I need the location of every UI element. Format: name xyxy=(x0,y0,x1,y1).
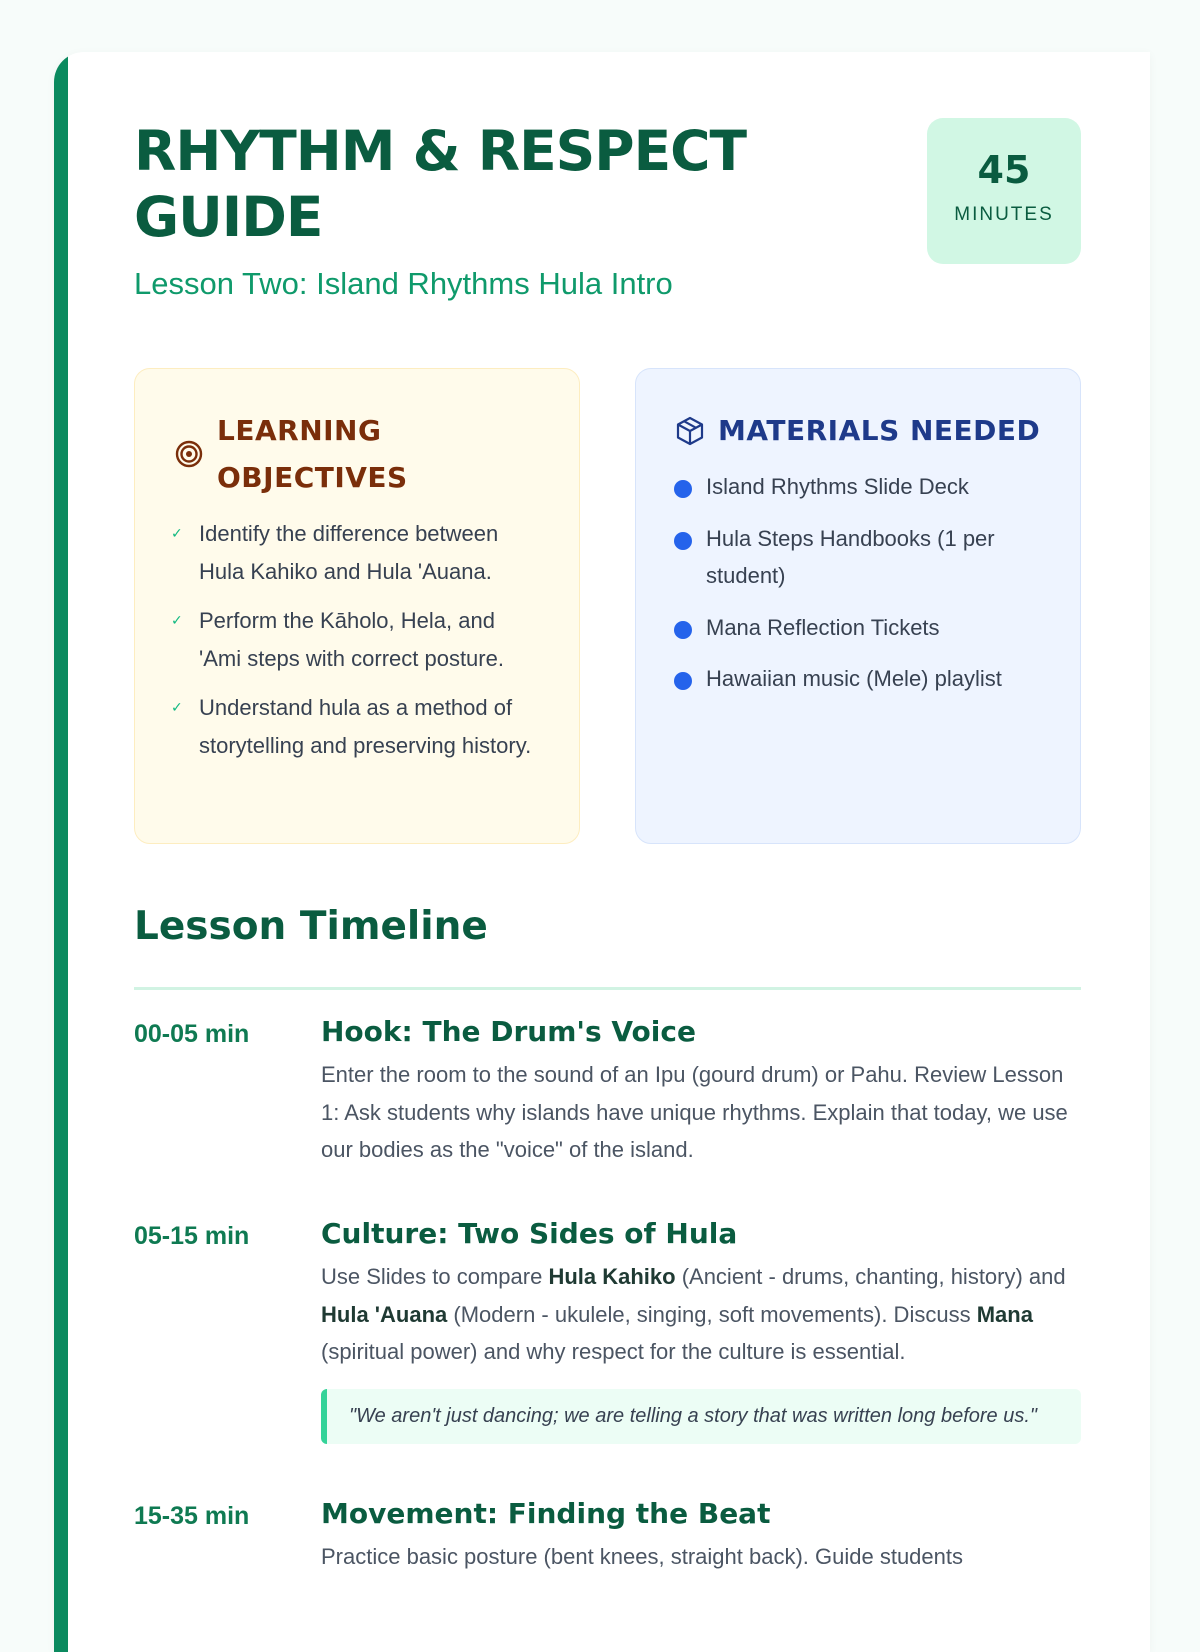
quote-callout: "We aren't just dancing; we are telling a story that was written long before us." xyxy=(321,1389,1081,1444)
timeline-heading: Hook: The Drum's Voice xyxy=(321,1015,696,1048)
objective-item: ✓ Perform the Kāholo, Hela, and 'Ami steps with correct posture. xyxy=(171,602,543,677)
materials-list xyxy=(672,468,1044,698)
material-item: Island Rhythms Slide Deck xyxy=(672,468,1044,506)
bullet-icon xyxy=(674,532,692,550)
term-hula-auana: Hula 'Auana xyxy=(321,1301,448,1327)
bullet-icon xyxy=(674,672,692,690)
lesson-plan-card xyxy=(54,52,1150,1652)
timeline-description: Enter the room to the sound of an Ipu (gourd drum) or Pahu. Review Lesson 1: Ask students why islands have unique rhythms. Explain that today, we use our bodies as the "voice" of the island. xyxy=(321,1062,1068,1162)
box-icon xyxy=(674,415,706,447)
material-item: Hula Steps Handbooks (1 per student) xyxy=(672,520,1044,595)
term-mana: Mana xyxy=(976,1301,1033,1327)
timeline-description: Use Slides to compare Hula Kahiko (Ancient - drums, chanting, history) and Hula 'Auana (Modern - ukulele, singing, soft movements). Discuss Mana (spiritual power) and why respect for the culture is essential. xyxy=(321,1264,1066,1364)
objectives-title: LEARNING OBJECTIVES xyxy=(217,414,408,494)
check-icon: ✓ xyxy=(171,699,183,715)
lesson-subtitle: Lesson Two: Island Rhythms Hula Intro xyxy=(134,266,673,301)
timeline-divider xyxy=(134,987,1081,990)
timeline-heading: Movement: Finding the Beat xyxy=(321,1497,771,1530)
objective-item: ✓ Understand hula as a method of storytelling and preserving history. xyxy=(171,689,543,764)
check-icon: ✓ xyxy=(171,525,183,541)
timeline-title: Lesson Timeline xyxy=(134,904,488,949)
duration-value: 45 xyxy=(977,148,1031,192)
target-icon xyxy=(173,438,205,470)
materials-panel xyxy=(635,368,1081,844)
material-item: Hawaiian music (Mele) playlist xyxy=(672,660,1044,698)
timeline-time: 15-35 min xyxy=(134,1502,250,1530)
bullet-icon xyxy=(674,480,692,498)
accent-bar xyxy=(54,52,68,1652)
objective-item: ✓ Identify the difference between Hula Kahiko and Hula 'Auana. xyxy=(171,515,543,590)
check-icon: ✓ xyxy=(171,612,183,628)
material-item: Mana Reflection Tickets xyxy=(672,609,1044,647)
timeline-time: 05-15 min xyxy=(134,1222,250,1250)
term-hula-kahiko: Hula Kahiko xyxy=(548,1264,676,1289)
timeline-heading: Culture: Two Sides of Hula xyxy=(321,1217,738,1250)
materials-title: MATERIALS NEEDED xyxy=(718,414,1041,447)
bullet-icon xyxy=(674,621,692,639)
duration-badge xyxy=(927,118,1081,264)
timeline-time: 00-05 min xyxy=(134,1020,250,1048)
objectives-list xyxy=(171,515,543,764)
duration-unit: MINUTES xyxy=(954,204,1054,225)
page-title: RHYTHM & RESPECT GUIDE xyxy=(134,119,747,249)
learning-objectives-panel xyxy=(134,368,580,844)
timeline-description: Practice basic posture (bent knees, straight back). Guide students xyxy=(321,1544,963,1569)
